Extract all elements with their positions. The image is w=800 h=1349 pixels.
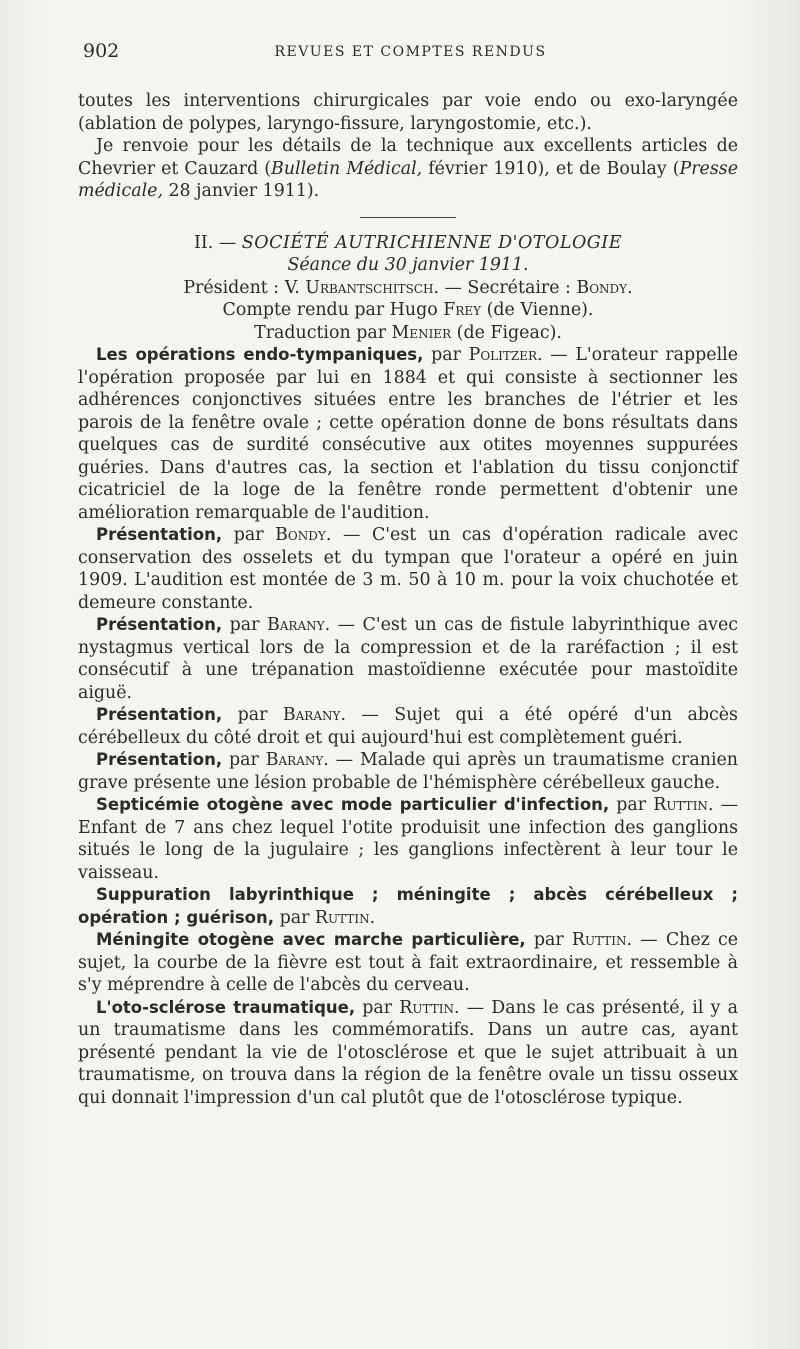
page-number: 902	[83, 40, 120, 62]
entry-paragraph	[78, 524, 738, 614]
entry-title: Suppuration labyrinthique ; méningite ; abcès cérébelleux ; opération ; guérison,	[78, 885, 738, 927]
citation-bulletin-medical: Bulletin Médical,	[271, 158, 423, 179]
president-line	[78, 277, 738, 300]
traduction-end: (de Figeac).	[451, 322, 562, 343]
section-title: SOCIÉTÉ AUTRICHIENNE D'OTOLOGIE	[241, 232, 622, 253]
entry-by: par	[222, 705, 283, 725]
entry-by: par	[609, 795, 654, 815]
seance-date: Séance du 30 janvier 1911.	[287, 255, 529, 275]
entry-paragraph	[78, 884, 738, 929]
secretary-name: Bondy	[576, 277, 628, 298]
entry-body: . — C'est un cas de fistule labyrinthique avec nystagmus vertical lors de la compression et de la raréfaction ; il est consécutif à une trépanation mastoïdienne exécutée pour mastoïdite aiguë.	[78, 615, 738, 703]
entry-body: . — Dans le cas présenté, il y a un traumatisme dans les commémoratifs. Dans un autre cas, ayant présenté pendant la vie de l'otosclérose et que le sujet attribuait à un traumatisme, on trouva dans la région de la fenêtre ovale un tissu osseux qui donnait l'impression d'un cal plutôt que de l'otosclérose typique.	[78, 997, 738, 1108]
section-title-line	[78, 232, 738, 255]
intro-paragraph-1: toutes les interventions chirurgicales par voie endo ou exo-laryngée (ablation de polypes, laryngo-fissure, laryngostomie, etc.).	[78, 91, 738, 134]
entry-by: par	[423, 345, 469, 365]
punctuation: .	[627, 277, 633, 298]
entry-paragraph	[78, 929, 738, 997]
entry-author: Ruttin	[399, 997, 454, 1018]
entry-body: .	[369, 907, 376, 928]
intro-text: 28 janvier 1911).	[162, 181, 320, 201]
president-label: Président : V.	[183, 277, 306, 298]
traduction-label: Traduction par	[254, 322, 392, 343]
entry-paragraph	[78, 794, 738, 884]
running-title: REVUES ET COMPTES RENDUS	[274, 44, 547, 60]
intro-paragraph-2	[78, 135, 738, 203]
entry-title: L'oto-sclérose traumatique,	[96, 997, 356, 1017]
entry-paragraph	[78, 704, 738, 749]
entry-paragraph	[78, 749, 738, 794]
section-heading	[78, 232, 738, 345]
entry-author: Barany	[265, 750, 324, 770]
page-header	[83, 40, 738, 70]
intro-text: février 1910), et de Boulay (	[422, 158, 680, 179]
entry-author: Politzer	[468, 345, 538, 365]
entry-body: . — C'est un cas d'opération radicale avec conservation des osselets et du tympan que l'orateur a opéré en juin 1909. L'audition est montée de 3 m. 50 à 10 m. pour la voix chuchotée et demeure constante.	[78, 525, 738, 613]
entry-title: Les opérations endo-tympaniques,	[96, 345, 424, 364]
entry-author: Barany	[282, 705, 341, 725]
entry-title: Présentation,	[96, 750, 223, 769]
entry-title: Présentation,	[96, 525, 223, 544]
traduction-name: Menier	[391, 322, 452, 343]
section-divider	[360, 217, 456, 218]
compte-rendu-line	[78, 299, 738, 322]
compte-label: Compte rendu par Hugo	[222, 300, 444, 320]
entry-author: Ruttin	[314, 907, 370, 928]
entry-by: par	[222, 525, 276, 545]
secretary-label: . — Secrétaire :	[433, 277, 577, 298]
entry-by: par	[355, 997, 400, 1018]
entry-author: Ruttin	[653, 795, 708, 815]
entry-author: Bondy	[275, 525, 326, 545]
entry-body: . — Sujet qui a été opéré d'un abcès cérébelleux du côté droit et qui aujourd'hui est complètement guéri.	[78, 705, 738, 748]
entry-title: Présentation,	[96, 615, 223, 634]
entry-author: Ruttin	[571, 930, 627, 950]
entry-by: par	[222, 750, 266, 770]
entry-by: par	[222, 615, 267, 635]
entry-paragraph	[78, 997, 738, 1110]
entry-body: . — Malade qui après un traumatisme cranien grave présente une lésion probable de l'hémisphère cérébelleux gauche.	[78, 750, 738, 793]
entry-title: Septicémie otogène avec mode particulier d'infection,	[96, 795, 610, 814]
section-number: II. —	[194, 232, 242, 253]
entry-paragraph	[78, 344, 738, 524]
entry-title: Méningite otogène avec marche particulière,	[96, 930, 526, 949]
citation-presse-medicale: Presse médicale,	[78, 158, 738, 201]
entry-body: . — Chez ce sujet, la courbe de la fièvre est tout à fait extraordinaire, et ressemble à s'y méprendre à celle de l'abcès du cerveau.	[78, 930, 738, 995]
compte-end: (de Vienne).	[481, 300, 594, 320]
entry-paragraph	[78, 614, 738, 704]
compte-name: Frey	[443, 300, 482, 320]
entry-body: . — L'orateur rappelle l'opération proposée par lui en 1884 et qui consiste à sectionner les adhérences conjonctives situées entre les branches de l'étrier et les parois de la fenêtre ovale ; cette opération donne de bons résultats dans quelques cas de surdité consécutive aux otites moyennes suppurées guéries. Dans d'autres cas, la section et l'ablation du tissu conjonctif cicatriciel de la loge de la fenêtre ronde permettent d'obtenir une amélioration remarquable de l'audition.	[78, 345, 738, 523]
entry-body: . — Enfant de 7 ans chez lequel l'otite produisit une infection des ganglions situés le long de la jugulaire ; les ganglions infectèrent à leur tour le vaisseau.	[78, 795, 738, 883]
text-column	[78, 90, 738, 1109]
entry-title: Présentation,	[96, 705, 223, 724]
entry-author: Barany	[266, 615, 325, 635]
traduction-line	[78, 322, 738, 345]
president-name: Urbantschitsch	[305, 277, 434, 298]
entry-by: par	[525, 930, 572, 950]
intro-text: Je renvoie pour les détails de la technique aux excellents articles de Chevrier et Cauzard (	[78, 136, 738, 179]
entry-by: par	[274, 907, 315, 928]
